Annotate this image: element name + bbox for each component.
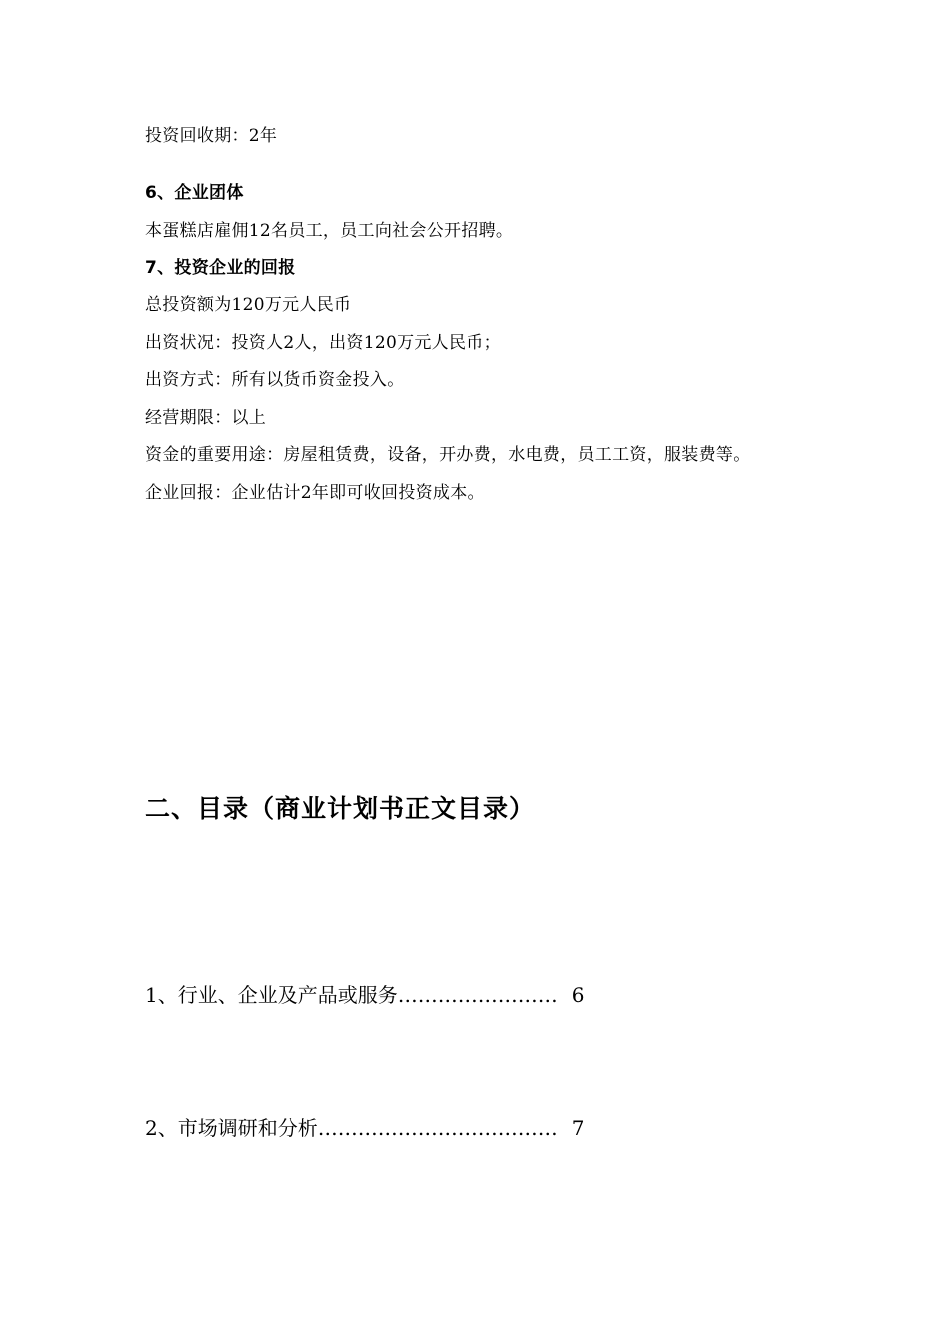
toc-title: 二、目录（商业计划书正文目录） [145,794,536,823]
funding-status-text: 出资状况：投资人2人，出资120万元人民币； [145,333,501,353]
payback-period-text: 投资回收期：2年 [145,126,278,146]
operating-period-text: 经营期限：以上 [145,408,267,428]
toc-item-label: 1、行业、企业及产品或服务 [145,983,398,1007]
section-6-body: 本蛋糕店雇佣12名员工，员工向社会公开招聘。 [145,221,514,241]
toc-item-page: 7 [571,1116,585,1140]
section-7-heading: 7、投资企业的回报 [145,258,296,278]
total-investment-text: 总投资额为120万元人民币 [145,295,352,315]
toc-item[interactable] [145,982,584,1008]
toc-item[interactable] [145,1115,584,1141]
section-6-heading: 6、企业团体 [145,183,244,203]
toc-item-page: 6 [571,983,585,1007]
fund-usage-text: 资金的重要用途：房屋租赁费，设备，开办费，水电费，员工工资，服装费等。 [145,445,751,465]
toc-item-label: 2、市场调研和分析 [145,1116,318,1140]
toc-item-leader: ……………………………… [317,1116,558,1140]
toc-item-leader: …………………… [397,983,558,1007]
enterprise-return-text: 企业回报：企业估计2年即可收回投资成本。 [145,483,485,503]
funding-method-text: 出资方式：所有以货币资金投入。 [145,370,405,390]
